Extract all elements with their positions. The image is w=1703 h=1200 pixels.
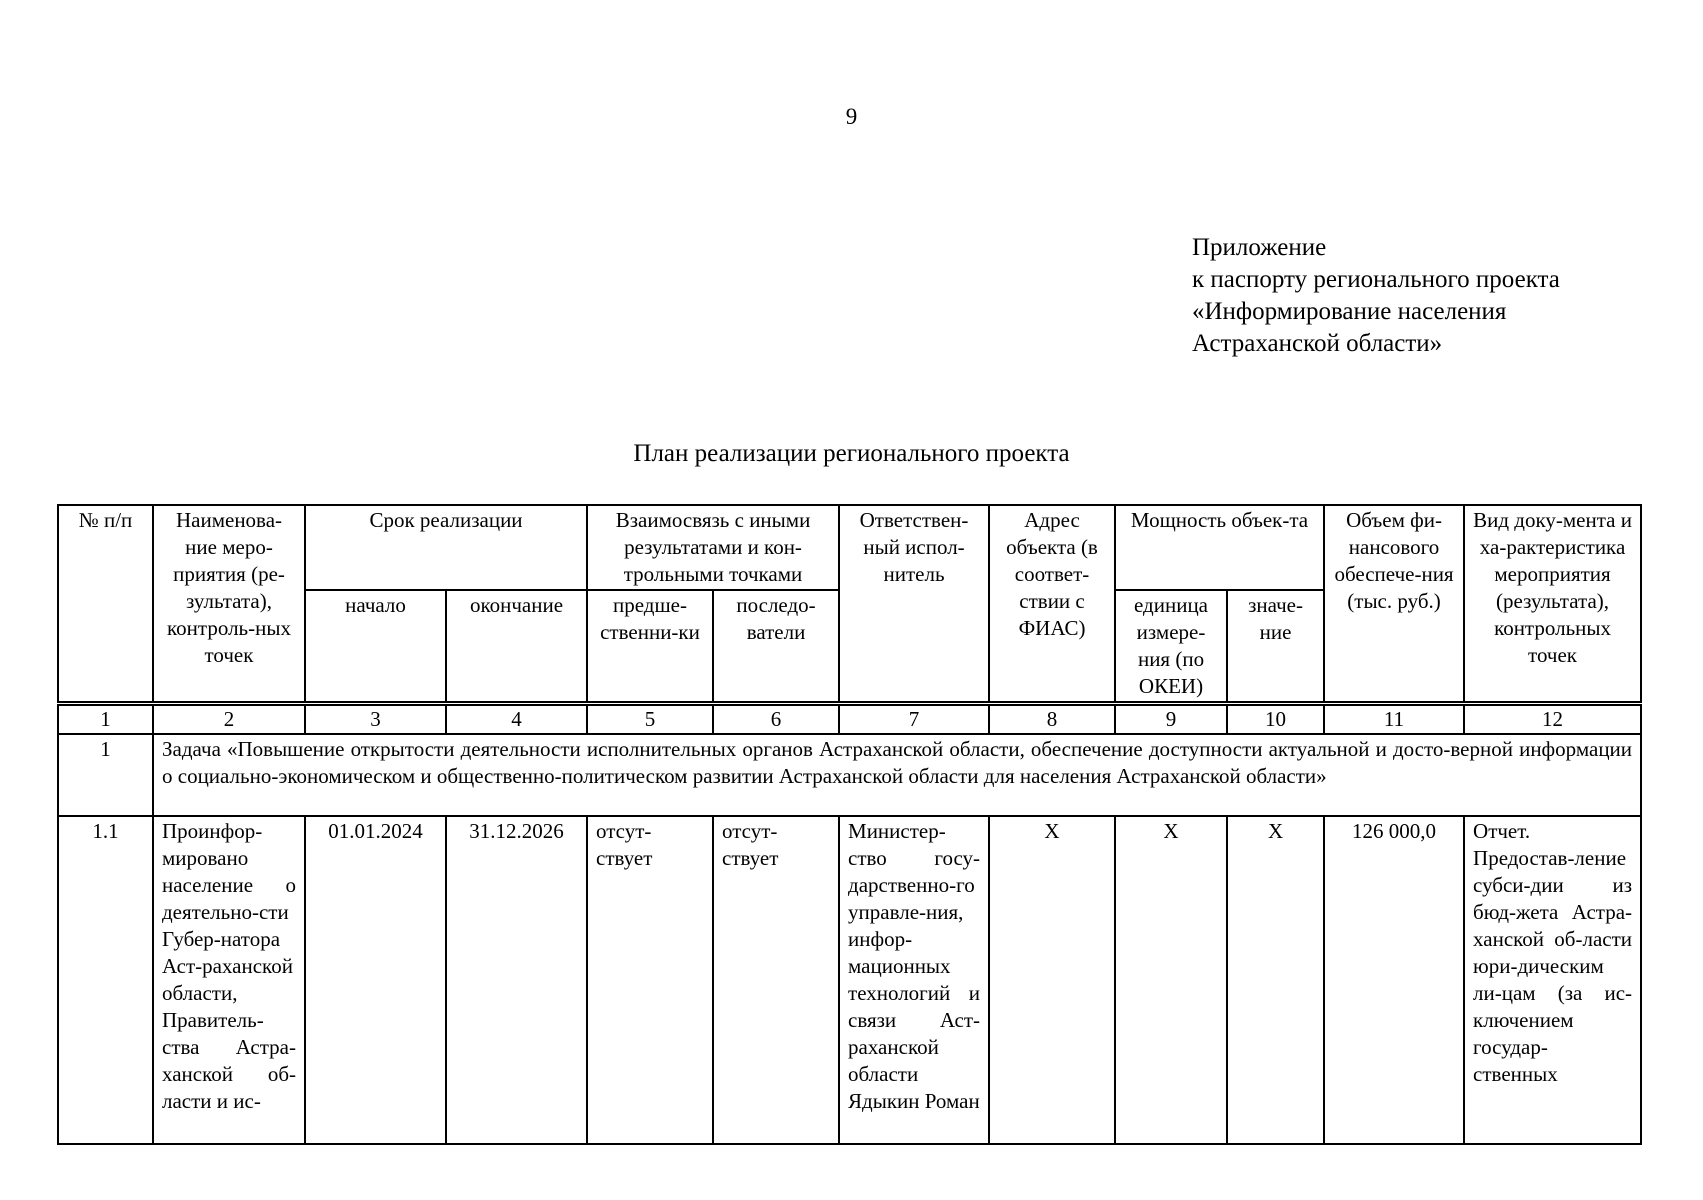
column-number: 8 bbox=[989, 704, 1115, 735]
row-start: 01.01.2024 bbox=[305, 816, 446, 1144]
header-num: № п/п bbox=[58, 505, 153, 704]
column-number: 7 bbox=[839, 704, 989, 735]
header-doc: Вид доку-мента и ха-рактеристика мероприятия (результата), контрольных точек bbox=[1464, 505, 1641, 704]
column-number: 11 bbox=[1324, 704, 1464, 735]
header-finance: Объем фи-нансового обеспече-ния (тыс. руб.) bbox=[1324, 505, 1464, 704]
row-num: 1.1 bbox=[58, 816, 153, 1144]
column-number: 3 bbox=[305, 704, 446, 735]
task-num: 1 bbox=[58, 734, 153, 816]
column-number: 2 bbox=[153, 704, 305, 735]
header-executor: Ответствен-ный испол-нитель bbox=[839, 505, 989, 704]
row-doc: Отчет. Предостав-ление субси-дии из бюд-жета Астра-ханской об-ласти юри-дическим ли-цам (за ис-ключением государ-ственных bbox=[1464, 816, 1641, 1144]
column-number: 12 bbox=[1464, 704, 1641, 735]
column-numbers-row bbox=[58, 704, 1641, 735]
header-term-start: начало bbox=[305, 590, 446, 704]
header-link-prev: предше-ственни-ки bbox=[587, 590, 713, 704]
task-row bbox=[58, 734, 1641, 816]
task-text: Задача «Повышение открытости деятельности исполнительных органов Астраханской области, обеспечение доступности актуальной и досто-верной информации о социально-экономическом и общественно-политическом развитии Астраханской области для населения Астраханской области» bbox=[153, 734, 1641, 816]
column-number: 5 bbox=[587, 704, 713, 735]
appendix-line: Приложение bbox=[1192, 234, 1327, 261]
row-unit: X bbox=[1115, 816, 1227, 1144]
page-number: 9 bbox=[845, 104, 858, 129]
row-prev: отсут-ствует bbox=[587, 816, 713, 1144]
header-address: Адрес объекта (в соответ-ствии с ФИАС) bbox=[989, 505, 1115, 704]
header-name: Наименова-ние меро-приятия (ре-зультата), контроль-ных точек bbox=[153, 505, 305, 704]
header-term: Срок реализации bbox=[305, 505, 587, 590]
header-link-next: последо-ватели bbox=[713, 590, 839, 704]
row-address: X bbox=[989, 816, 1115, 1144]
table-row bbox=[58, 816, 1641, 1144]
header-term-end: окончание bbox=[446, 590, 587, 704]
column-number: 6 bbox=[713, 704, 839, 735]
row-end: 31.12.2026 bbox=[446, 816, 587, 1144]
column-number: 4 bbox=[446, 704, 587, 735]
header-capacity-value: значе-ние bbox=[1227, 590, 1324, 704]
header-row bbox=[58, 505, 1641, 590]
appendix-line: Астраханской области» bbox=[1192, 330, 1443, 357]
header-capacity: Мощность объек-та bbox=[1115, 505, 1324, 590]
plan-title: План реализации регионального проекта bbox=[633, 440, 1070, 467]
appendix-block bbox=[1192, 232, 1560, 360]
header-link: Взаимосвязь с иными результатами и кон-трольными точками bbox=[587, 505, 839, 590]
header-capacity-unit: единица измере-ния (по ОКЕИ) bbox=[1115, 590, 1227, 704]
plan-table bbox=[57, 504, 1642, 1145]
row-finance: 126 000,0 bbox=[1324, 816, 1464, 1144]
column-number: 10 bbox=[1227, 704, 1324, 735]
column-number: 9 bbox=[1115, 704, 1227, 735]
appendix-line: «Информирование населения bbox=[1192, 298, 1507, 325]
column-number: 1 bbox=[58, 704, 153, 735]
row-executor: Министер-ство госу-дарственно-го управле-ния, инфор-мационных технологий и связи Аст-раханской области Ядыкин Роман bbox=[839, 816, 989, 1144]
row-next: отсут-ствует bbox=[713, 816, 839, 1144]
row-name: Проинфор-мировано население о деятельно-сти Губер-натора Аст-раханской области, Правитель-ства Астра-ханской об-ласти и ис- bbox=[153, 816, 305, 1144]
appendix-line: к паспорту регионального проекта bbox=[1192, 266, 1560, 293]
row-value: X bbox=[1227, 816, 1324, 1144]
